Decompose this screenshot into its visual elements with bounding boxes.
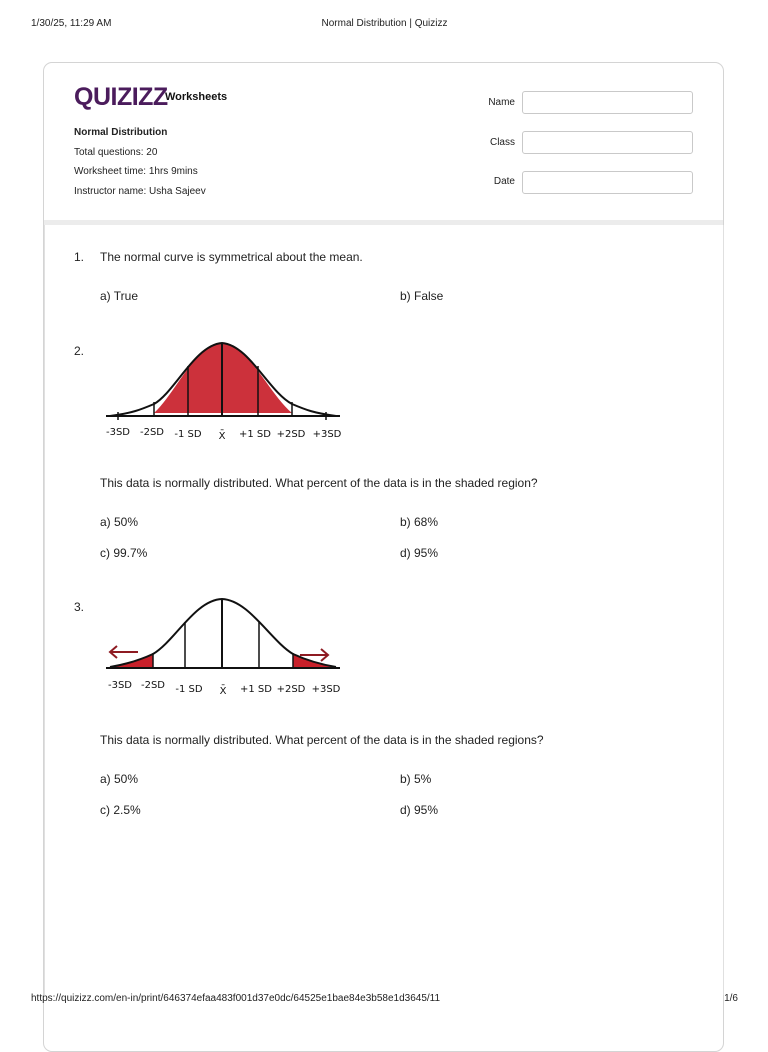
- date-field[interactable]: [522, 171, 693, 194]
- q2-label-plus2sd: +2SD: [276, 429, 306, 440]
- question-3-number: 3.: [74, 600, 85, 614]
- print-page-number: 1/6: [724, 993, 738, 1004]
- question-3-text: This data is normally distributed. What percent of the data is in the shaded regions?: [100, 733, 544, 747]
- q3-label-mean: X̄: [219, 686, 227, 697]
- question-2-option-d[interactable]: d) 95%: [400, 546, 439, 560]
- total-questions: Total questions: 20: [74, 147, 158, 158]
- worksheet-title: Normal Distribution: [74, 127, 168, 138]
- q2-label-minus3sd: -3SD: [105, 427, 131, 438]
- instructor-name: Instructor name: Usha Sajeev: [74, 186, 206, 197]
- question-3-option-c[interactable]: c) 2.5%: [100, 803, 141, 817]
- question-3-option-d[interactable]: d) 95%: [400, 803, 439, 817]
- q2-label-minus1sd: -1 SD: [174, 429, 202, 440]
- q3-label-plus3sd: +3SD: [311, 684, 341, 695]
- q2-label-minus2sd: -2SD: [139, 427, 165, 438]
- q2-label-mean: X̄: [218, 431, 226, 442]
- q3-label-minus1sd: -1 SD: [175, 684, 203, 695]
- question-2-text: This data is normally distributed. What percent of the data is in the shaded region?: [100, 476, 538, 490]
- q3-left-arrow: [110, 646, 138, 658]
- question-1-option-b[interactable]: b) False: [400, 289, 444, 303]
- q2-label-plus1sd: +1 SD: [239, 429, 271, 440]
- name-field[interactable]: [522, 91, 693, 114]
- name-label: Name: [488, 97, 515, 108]
- question-1-number: 1.: [74, 250, 85, 264]
- question-3-option-b[interactable]: b) 5%: [400, 772, 432, 786]
- worksheet-time: Worksheet time: 1hrs 9mins: [74, 166, 198, 177]
- q2-label-plus3sd: +3SD: [312, 429, 342, 440]
- sheet-right-edge: [723, 225, 724, 995]
- class-label: Class: [489, 137, 515, 148]
- question-2-option-c[interactable]: c) 99.7%: [100, 546, 148, 560]
- logo-wordmark: QUIZIZZ: [74, 83, 168, 111]
- question-1-option-a[interactable]: a) True: [100, 289, 139, 303]
- q3-label-minus2sd: -2SD: [140, 680, 166, 691]
- question-3-normal-curve-figure: [100, 596, 348, 706]
- sheet-left-edge: [44, 225, 45, 995]
- q3-label-minus3sd: -3SD: [107, 680, 133, 691]
- print-title: Normal Distribution | Quizizz: [321, 18, 448, 29]
- logo-subtitle: Worksheets: [165, 91, 228, 103]
- question-2-number: 2.: [74, 344, 85, 358]
- class-field[interactable]: [522, 131, 693, 154]
- question-2-option-a[interactable]: a) 50%: [100, 515, 139, 529]
- question-2-normal-curve-figure: [100, 334, 348, 450]
- q3-label-plus1sd: +1 SD: [240, 684, 272, 695]
- q3-label-plus2sd: +2SD: [276, 684, 306, 695]
- date-label: Date: [493, 176, 515, 187]
- header-divider: [44, 220, 723, 225]
- question-3-option-a[interactable]: a) 50%: [100, 772, 139, 786]
- print-footer: [31, 993, 738, 1007]
- print-url[interactable]: https://quizizz.com/en-in/print/646374efaa483f001d37e0dc/64525e1bae84e3b58e1d3645/11: [31, 993, 441, 1004]
- question-1-text: The normal curve is symmetrical about the mean.: [100, 250, 363, 264]
- print-header: [31, 18, 738, 32]
- question-2-option-b[interactable]: b) 68%: [400, 515, 439, 529]
- print-datetime: 1/30/25, 11:29 AM: [31, 18, 112, 29]
